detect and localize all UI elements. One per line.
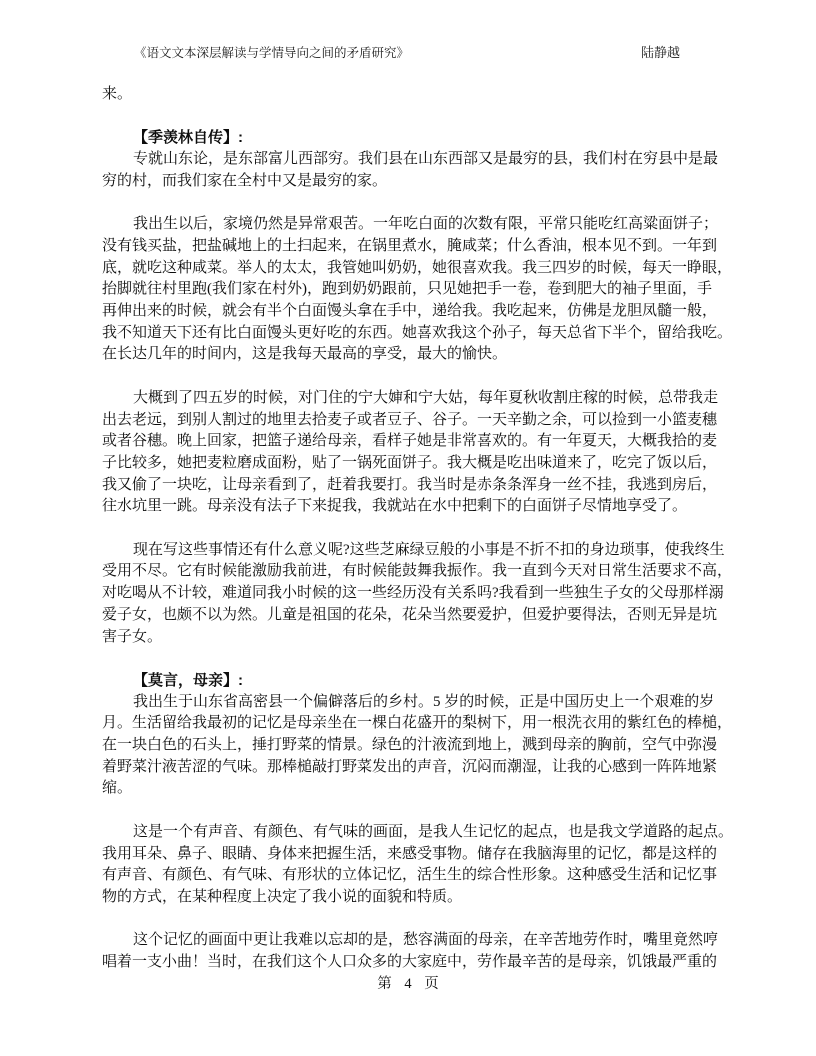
- section-heading: [102, 127, 714, 149]
- page-number: 第 4 页: [377, 976, 439, 992]
- text-line: 我用耳朵、鼻子、眼睛、身体来把握生活，来感受事物。储存在我脑海里的记忆，都是这样的: [102, 845, 718, 862]
- section-heading-text: 【季羡林自传】:: [133, 129, 243, 147]
- text-line: 再伸出来的时候，就会有半个白面馒头拿在手中，递给我。我吃起来，仿佛是龙胆凤髓一般，: [102, 303, 718, 319]
- text-line: 物的方式，在某种程度上决定了我小说的面貌和特质。: [102, 888, 463, 905]
- text-line: 爱子女，也颇不以为然。儿童是祖国的花朵，花朵当然要爱护，但爱护要得法，否则无异是坑: [102, 606, 718, 623]
- paragraph: [102, 214, 733, 366]
- text-line: 专就山东论，是东部富儿西部穷。我们县在山东西部又是最穷的县，我们村在穷县中是最: [133, 151, 719, 168]
- text-line: 月。生活留给我最初的记忆是母亲坐在一棵白花盛开的梨树下，用一根洗衣用的紫红色的棒槌，: [102, 715, 733, 732]
- text-line: 这是一个有声音、有颜色、有气味的画面，是我人生记忆的起点，也是我文学道路的起点。: [133, 823, 734, 840]
- section-heading-text: 【莫言，母亲】:: [133, 671, 243, 689]
- text-line: 我出生于山东省高密县一个偏僻落后的乡村。5 岁的时候，正是中国历史上一个艰难的岁: [133, 693, 715, 710]
- text-line: 在长达几年的时间内，这是我每天最高的享受，最大的愉快。: [102, 346, 508, 363]
- text-line: 害子女。: [102, 628, 163, 645]
- text-line: 子比较多，她把麦粒磨成面粉，贴了一锅死面饼子。我大概是吃出味道来了，吃完了饭以后，: [102, 454, 718, 471]
- text-line: 没有钱买盐，把盐碱地上的土扫起来，在锅里煮水，腌咸菜；什么香油，根本见不到。一年到: [102, 237, 718, 254]
- paragraph: [102, 540, 733, 649]
- text-line: 底，就吃这种咸菜。举人的太太，我管她叫奶奶，她很喜欢我。我三四岁的时候，每天一睁眼，: [102, 259, 733, 276]
- paragraph: [102, 84, 714, 106]
- text-line: 穷的村，而我们家在全村中又是最穷的家。: [102, 172, 388, 189]
- text-line: 缩。: [102, 780, 133, 797]
- author-name: 陆静越: [640, 45, 680, 60]
- text-line: 出去老远，到别人割过的地里去拾麦子或者豆子、谷子。一天辛勤之余，可以捡到一小篮麦穗: [102, 411, 718, 428]
- paragraph: [102, 692, 733, 801]
- text-line: 或者谷穗。晚上回家，把篮子递给母亲，看样子她是非常喜欢的。有一年夏天，大概我拾的麦: [102, 433, 718, 450]
- document-body: [102, 84, 734, 974]
- text-line: 我又偷了一块吃，让母亲看到了，赶着我要打。我当时是赤条条浑身一丝不挂，我逃到房后，: [102, 476, 718, 493]
- page-header: [102, 44, 714, 62]
- text-line: 有声音、有颜色、有气味、有形状的立体记忆，活生生的综合性形象。这种感受生活和记忆事: [102, 867, 718, 884]
- paragraph: [102, 930, 719, 973]
- paragraph: [102, 822, 734, 909]
- text-line: 着野菜汁液苦涩的气味。那棒槌敲打野菜发出的声音，沉闷而潮湿，让我的心感到一阵阵地紧: [102, 758, 718, 775]
- page-title: 《语文文本深层解读与学情导向之间的矛盾研究》: [134, 46, 410, 60]
- text-line: 在一块白色的石头上，捶打野菜的情景。绿色的汁液流到地上，溅到母亲的胸前，空气中弥漫: [102, 737, 718, 754]
- text-line: 唱着一支小曲！当时，在我们这个人口众多的大家庭中，劳作最辛苦的是母亲，饥饿最严重的: [102, 954, 718, 971]
- paragraph: [102, 388, 719, 518]
- text-line: 受用不尽。它有时候能激励我前进，有时候能鼓舞我振作。我一直到今天对日常生活要求不高，: [102, 563, 733, 580]
- text-line: 我不知道天下还有比白面馒头更好吃的东西。她喜欢我这个孙子，每天总省下半个，留给我吃。: [102, 324, 733, 341]
- text-line: 我出生以后，家境仍然是异常艰苦。一年吃白面的次数有限，平常只能吃红高粱面饼子；: [133, 216, 719, 233]
- text-line: 对吃喝从不计较，难道同我小时候的这一些经历没有关系吗?我看到一些独生子女的父母那样溺: [102, 585, 724, 602]
- text-line: 来。: [102, 86, 133, 102]
- text-line: 抬脚就往村里跑(我们家在村外)，跑到奶奶跟前，只见她把手一卷，卷到肥大的袖子里面，手: [102, 281, 712, 298]
- text-line: 现在写这些事情还有什么意义呢?这些芝麻绿豆般的小事是不折不扣的身边琐事，使我终生: [133, 541, 725, 558]
- text-line: 大概到了四五岁的时候，对门住的宁大婶和宁大姑，每年夏秋收割庄稼的时候，总带我走: [133, 389, 719, 406]
- paragraph: [102, 149, 719, 192]
- text-line: 往水坑里一跳。母亲没有法子下来捉我，我就站在水中把剩下的白面饼子尽情地享受了。: [102, 498, 688, 515]
- text-line: 这个记忆的画面中更让我难以忘却的是，愁容满面的母亲，在辛苦地劳作时，嘴里竟然哼: [133, 932, 719, 949]
- section-heading: [102, 670, 714, 692]
- page-footer: [0, 972, 816, 993]
